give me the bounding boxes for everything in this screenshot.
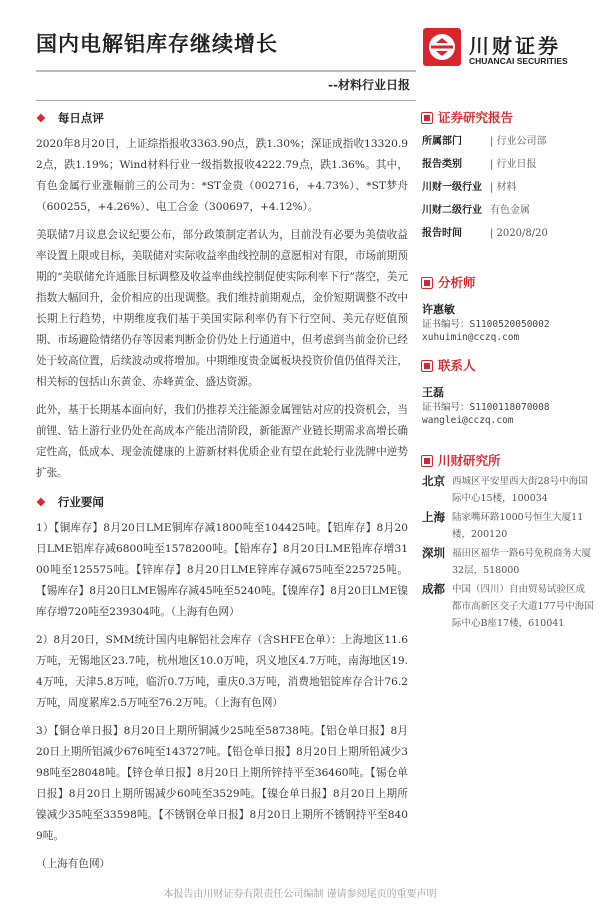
contact-name: 王磊 [422,386,444,399]
info-key: 报告类别 [422,159,462,170]
office-address: 福田区福华一路6号免税商务大厦32层，518000 [452,548,592,576]
heading-text: 行业要闻 [57,495,104,509]
logo-en-text: CHUANCAI SECURITIES [469,56,568,66]
footer-disclaimer: 本报告由川财证券有限责任公司编制 谨请参阅尾页的重要声明 [163,889,437,900]
info-row [422,181,594,195]
sidebar-heading-report [422,110,594,126]
analyst-cert: 证书编号：S1100520050002 [422,319,550,330]
info-row [422,227,594,241]
info-value: | 行业公司部 [490,136,547,147]
company-logo [423,28,593,72]
info-value: | 材料 [490,182,517,193]
sidebar-heading-analyst [422,275,594,291]
report-title: 国内电解铝库存继续增长 [36,31,278,56]
office-address: 西城区平安里西大街28号中海国际中心15楼，100034 [452,476,588,504]
section-heading-news [36,494,408,511]
info-key: 报告时间 [422,228,462,239]
diamond-icon: ❖ [36,496,46,509]
report-subtitle: --材料行业日报 [328,78,410,92]
heading-text: 分析师 [438,275,476,290]
paragraph: 3）【铜仓单日报】8月20日上期所铜减少25吨至58738吨。【铝仓单日报】8月20日上期所铝减少676吨至143727吨。【铅仓单日报】8月20日上期所铅减少398吨至28048吨。【锌仓单日报】8月20日上期所锌持平至36460吨。【锡仓单日报】8月20日上期所锡减少60吨至3529吨。【镍仓单日报】8月20日上期所镍减少35吨至33598吨。【不锈钢仓单日报】8月20日上期所不锈钢持平至8409吨。 [36,725,408,842]
logo-s-icon [423,28,461,66]
info-row [422,135,594,149]
square-icon [422,113,432,123]
info-row [422,204,594,218]
heading-text: 证券研究报告 [438,110,514,125]
sidebar-heading-contact [422,358,594,374]
office-item [422,473,594,507]
paragraph: 美联储7月议息会议纪要公布，部分政策制定者认为，目前没有必要为美债收益率设置上限或目标，美联储对实际收益率曲线控制的意愿相对有限，市场前期预期的“美联储允许通胀目标调整及收益率曲线控制促使实际利率下行”落空，美元指数大幅回升，金价相应的出现调整。我们维持前期观点，金价短期调整不改中长期上行趋势，中期维度我们基于美国实际利率仍有下行空间、美元存贬值预期、市场避险情绪仍存等因素判断金价仍处上行通道中，但考虑到当前金价已经处于较高位置，后续波动或将增加。中期维度贵金属板块投资价值仍值得关注，相关标的包括山东黄金、赤峰黄金、盛达资源。 [36,229,408,388]
logo-cn-text: 川财证券 [469,34,561,58]
paragraph: 1）【铜库存】8月20日LME铜库存减1800吨至104425吨。【铝库存】8月20日LME铝库存减6800吨至1578200吨。【铅库存】8月20日LME铅库存增3100吨至125575吨。【锌库存】8月20日LME锌库存减675吨至225725吨。【锡库存】8月20日LME锡库存减45吨至5240吨。【镍库存】8月20日LME镍库存增720吨至239304吨。（上海有色网） [36,522,408,618]
square-icon [422,361,432,371]
paragraph: 此外，基于长期基本面向好，我们仍推荐关注能源金属锂钴对应的投资机会，当前锂、钴上游行业仍处在高成本产能出清阶段，新能源产业链长期需求高增长确定性高，低成本、现金流健康的上游新材料优质企业有望在此轮行业洗牌中逆势扩张。 [36,404,408,479]
analyst-email[interactable]: xuhuimin@cczq.com [422,332,520,343]
paragraph: 2020年8月20日，上证综指报收3363.90点，跌1.30%；深证成指收13320.92点，跌1.19%；Wind材料行业一级指数报收4222.79点，跌1.36%。其中，有色金属行业涨幅前三的公司为：*ST金贵（002716，+4.73%）、*ST梦舟（600255，+4.26%）、电工合金（300697，+4.12%）。 [36,138,408,213]
main-column [36,110,408,875]
office-item [422,509,594,543]
heading-text: 川财研究所 [438,453,501,468]
contact-card [422,386,594,427]
analyst-name: 许惠敏 [422,303,455,316]
paragraph: （上海有色网） [36,858,111,870]
paragraph: 2）8月20日，SMM统计国内电解铝社会库存（含SHFE仓单）：上海地区11.6万吨，无锡地区23.7吨，杭州地区10.0万吨，巩义地区4.7万吨，南海地区19.4万吨，天津5.8万吨，临沂0.7万吨，重庆0.3万吨，消费地铝锭库存合计76.2万吨，周度累库2.5万吨至76.2万吨。（上海有色网） [36,634,408,709]
office-city: 深圳 [422,546,445,560]
info-key: 川财二级行业 [422,205,482,216]
office-address: 中国（四川）自由贸易试验区成都市高新区交子大道177号中海国际中心B座17楼，610041 [452,584,594,629]
analyst-card [422,303,594,344]
office-address: 陆家嘴环路1000号恒生大厦11楼，200120 [452,512,584,540]
office-city: 北京 [422,474,445,488]
info-value: 有色金属 [490,205,530,216]
contact-cert: 证书编号：S1100118070008 [422,402,550,413]
diamond-icon: ❖ [36,112,46,125]
office-city: 上海 [422,510,445,524]
office-city: 成都 [422,582,445,596]
square-icon [422,278,432,288]
info-row [422,158,594,172]
info-value: | 2020/8/20 [490,228,548,239]
divider [36,70,416,72]
info-value: | 行业日报 [490,159,537,170]
divider [36,100,416,101]
office-item [422,545,594,579]
heading-text: 联系人 [438,358,476,373]
sidebar [422,110,594,632]
sidebar-heading-institute [422,453,594,469]
contact-email[interactable]: wanglei@cczq.com [422,415,514,426]
square-icon [422,456,432,466]
info-key: 所属部门 [422,136,462,147]
content-columns [0,100,600,875]
heading-text: 每日点评 [57,111,104,125]
report-header [0,0,600,100]
section-heading-daily [36,110,408,127]
info-key: 川财一级行业 [422,182,482,193]
office-item [422,581,594,632]
